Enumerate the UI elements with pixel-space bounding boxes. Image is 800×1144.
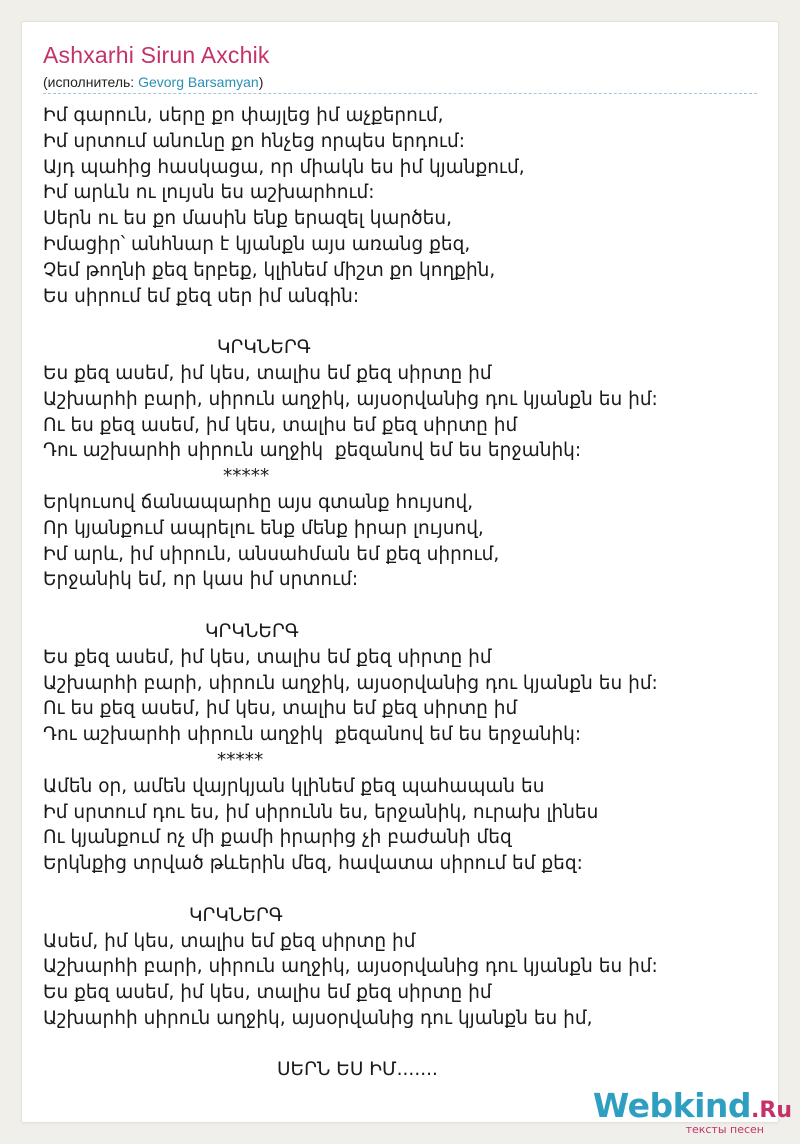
lyric-line: Երկնքից տրված թևերին մեզ, հավատա սիրում եմ քեզ: — [43, 853, 583, 875]
artist-line — [43, 74, 263, 90]
lyric-line: Աշխարհի սիրուն աղջիկ, այսօրվանից դու կյանքն ես իմ, — [43, 1007, 593, 1029]
lyric-heading: ԿՐԿՆԵՐԳ — [189, 904, 283, 926]
lyric-line — [43, 593, 763, 619]
lyric-line — [43, 877, 763, 903]
lyric-line: Իմացիր՝ անհնար է կյանքն այս առանց քեզ, — [43, 233, 471, 255]
lyric-line: Իմ սրտում դու ես, իմ սիրունն ես, երջանիկ, ուրախ լինես — [43, 801, 599, 823]
lyric-line: Ասեմ, իմ կես, տալիս եմ քեզ սիրտը իմ — [43, 930, 416, 952]
lyric-line: Իմ գարուն, սերը քո փայլեց իմ աչքերում, — [43, 105, 444, 126]
logo-main: Webkind — [592, 1086, 752, 1125]
lyric-line: Աշխարհի բարի, սիրուն աղջիկ, այսօրվանից դու կյանքն ես իմ: — [43, 956, 658, 978]
lyric-line: Իմ սրտում անունը քո հնչեց որպես երդում: — [43, 130, 465, 152]
lyric-heading: ***** — [217, 749, 264, 771]
lyric-line: Աշխարհի բարի, սիրուն աղջիկ, այսօրվանից դու կյանքն ես իմ: — [43, 672, 658, 694]
lyric-heading: ԿՐԿՆԵՐԳ — [205, 620, 299, 642]
lyric-line: Աշխարհի բարի, սիրուն աղջիկ, այսօրվանից դու կյանքն ես իմ: — [43, 388, 658, 410]
logo-tagline: тексты песен — [685, 1123, 764, 1136]
lyric-line: Ու ես քեզ ասեմ, իմ կես, տալիս եմ քեզ սիրտը իմ — [43, 414, 518, 436]
lyric-line: Ես քեզ ասեմ, իմ կես, տալիս եմ քեզ սիրտը իմ — [43, 982, 492, 1004]
lyric-line: Ես սիրում եմ քեզ սեր իմ անգին: — [43, 285, 360, 307]
lyric-line: Ու ես քեզ ասեմ, իմ կես, տալիս եմ քեզ սիրտը իմ — [43, 698, 518, 720]
artist-suffix: ) — [258, 74, 264, 90]
logo-tld: .Ru — [751, 1098, 792, 1123]
lyric-line: Ես քեզ ասեմ, իմ կես, տալիս եմ քեզ սիրտը իմ — [43, 646, 492, 668]
lyric-line: Իմ արև, իմ սիրուն, անսահման եմ քեզ սիրում, — [43, 543, 500, 565]
lyric-heading: ***** — [223, 466, 270, 488]
lyric-line: Չեմ թողնի քեզ երբեք, կլինեմ միշտ քո կողքին, — [43, 259, 496, 281]
lyric-line: Այդ պահից հասկացա, որ միակն ես իմ կյանքում, — [43, 156, 525, 178]
lyric-line: Երկուսով ճանապարհը այս գտանք հույսով, — [43, 491, 474, 513]
title-divider — [43, 93, 757, 94]
lyric-heading: ՍԵՐՆ ԵՍ ԻՄ....... — [277, 1059, 438, 1081]
lyric-line: Երջանիկ եմ, որ կաս իմ սրտում: — [43, 569, 359, 591]
lyric-line: Ես քեզ ասեմ, իմ կես, տալիս եմ քեզ սիրտը իմ — [43, 362, 492, 384]
lyric-line: Ու կյանքում ոչ մի քամի իրարից չի բաժանի մեզ — [43, 827, 512, 849]
lyric-line: Սերն ու ես քո մասին ենք երազել կարծես, — [43, 208, 453, 230]
lyric-heading: ԿՐԿՆԵՐԳ — [217, 337, 311, 359]
song-title: Ashxarhi Sirun Axchik — [43, 42, 270, 68]
lyric-line — [43, 309, 763, 335]
lyrics-sheet — [22, 22, 778, 1122]
lyric-line: Դու աշխարհի սիրուն աղջիկ քեզանով եմ ես երջանիկ: — [43, 724, 582, 746]
lyric-line: Ամեն օր, ամեն վայրկյան կլինեմ քեզ պահապան ես — [43, 775, 545, 797]
lyric-line: Որ կյանքում ապրելու ենք մենք իրար լույսով, — [43, 517, 484, 539]
artist-link[interactable]: Gevorg Barsamyan — [138, 74, 259, 90]
lyric-line: Իմ արևն ու լույսն ես աշխարհում: — [43, 182, 375, 204]
webkind-logo[interactable] — [592, 1086, 792, 1136]
artist-prefix: (исполнитель: — [43, 74, 139, 90]
lyric-line — [43, 1032, 763, 1058]
lyrics-body — [43, 103, 763, 1083]
lyric-line: Դու աշխարհի սիրուն աղջիկ քեզանով եմ ես երջանիկ: — [43, 440, 582, 462]
